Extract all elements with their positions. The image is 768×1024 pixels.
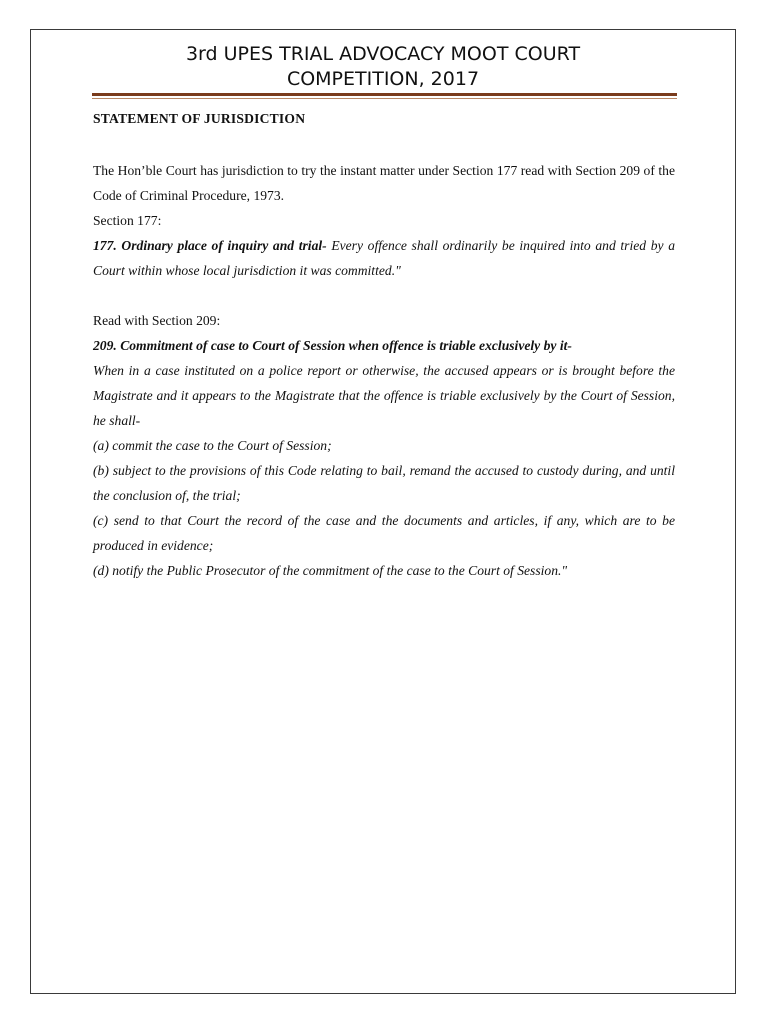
section-209-title: 209. Commitment of case to Court of Session when offence is triable exclusively by it-: [93, 338, 572, 353]
header-divider-thin: [92, 98, 677, 99]
section-209-text: When in a case instituted on a police report or otherwise, the accused appears or is brought before the Magistrate and it appears to the Magistrate that the offence is triable exclusively by the Court of Session, he shall-: [93, 363, 675, 428]
title-line-2: COMPETITION, 2017: [286, 68, 480, 90]
clause-b: (b) subject to the provisions of this Code relating to bail, remand the accused to custody during, and until the conclusion of, the trial;: [93, 463, 675, 503]
clause-a: (a) commit the case to the Court of Session;: [93, 438, 332, 453]
section-177-title: 177. Ordinary place of inquiry and trial-: [93, 238, 327, 253]
header-divider: [92, 93, 677, 96]
spacer: [93, 283, 675, 308]
section-177-text: Every offence shall ordinarily be inquired into and tried by a Court within whose local jurisdiction it was committed.": [93, 238, 675, 278]
clause-d: (d) notify the Public Prosecutor of the commitment of the case to the Court of Session.": [93, 563, 568, 578]
section-177-paragraph: [93, 233, 675, 283]
section-heading: STATEMENT OF JURISDICTION: [93, 111, 306, 126]
page-title: [30, 42, 736, 92]
document-body: [93, 108, 675, 583]
read-with-label: Read with Section 209:: [93, 313, 221, 328]
intro-paragraph: The Hon’ble Court has jurisdiction to try the instant matter under Section 177 read with Section 209 of the Code of Criminal Procedure, 1973.: [93, 163, 675, 203]
clause-c: (c) send to that Court the record of the case and the documents and articles, if any, which are to be produced in evidence;: [93, 513, 675, 553]
section-177-label: Section 177:: [93, 213, 162, 228]
title-line-1: 3rd UPES TRIAL ADVOCACY MOOT COURT: [185, 43, 581, 65]
